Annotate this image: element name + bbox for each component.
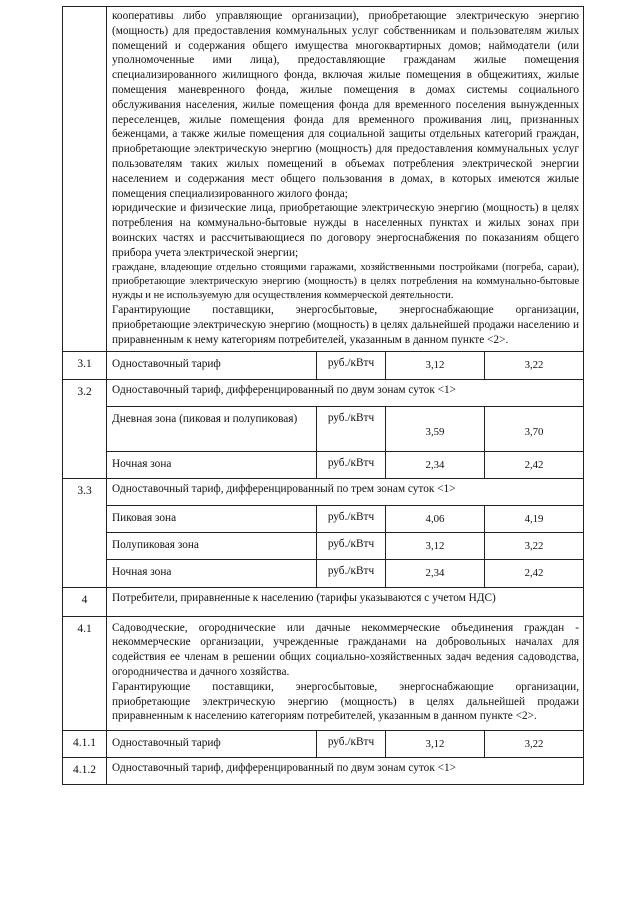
row-3-2-day — [63, 406, 584, 451]
row-4-1 — [63, 616, 584, 731]
tariff-value-2: 2,42 — [485, 559, 584, 587]
tariff-value-1: 3,12 — [386, 532, 485, 559]
row-3-3-peak — [63, 505, 584, 532]
row-number: 3.3 — [63, 478, 107, 587]
zone-label: Пиковая зона — [107, 505, 317, 532]
tariff-unit: руб./кВтч — [317, 559, 386, 587]
row-number — [63, 7, 107, 352]
tariff-unit: руб./кВтч — [317, 731, 386, 758]
paragraph: Гарантирующие поставщики, энергосбытовые, энергоснабжающие организации, приобретающие электрическую энергию (мощность) в целях дальнейшей продажи населению и приравненным к нему категориям потребителей, указанным в данном пункте <2>. — [112, 304, 580, 346]
row-3-2 — [63, 379, 584, 406]
section-3-text — [107, 7, 584, 352]
tariff-value-1: 3,59 — [386, 406, 485, 451]
tariff-value-1: 3,12 — [386, 351, 485, 379]
row-number: 4.1 — [63, 616, 107, 731]
row-3-3 — [63, 478, 584, 505]
tariff-value-2: 3,22 — [485, 351, 584, 379]
tariff-heading: Одноставочный тариф, дифференцированный по двум зонам суток <1> — [107, 379, 584, 406]
tariff-heading: Одноставочный тариф, дифференцированный по двум зонам суток <1> — [107, 758, 584, 785]
zone-label: Дневная зона (пиковая и полупиковая) — [107, 406, 317, 451]
zone-label: Ночная зона — [107, 559, 317, 587]
paragraph: граждане, владеющие отдельно стоящими гаражами, хозяйственными постройками (погреба, сараи), приобретающие электрическую энергию (мощность) в целях потребления на коммунально-бытовые нужды и не используемую для осуществления коммерческой деятельности. — [112, 261, 580, 301]
row-3-2-night — [63, 451, 584, 478]
row-3-description — [63, 7, 584, 352]
section-4-1-text — [107, 616, 584, 731]
row-number: 3.1 — [63, 351, 107, 379]
tariff-label: Одноставочный тариф — [107, 351, 317, 379]
paragraph: юридические и физические лица, приобретающие электрическую энергию (мощность) в целях потребления на коммунально-бытовые нужды в населенных пунктах и жилых зонах при воинских частях и рассчитывающиеся по договору энергоснабжения по показаниям общего прибора учета электрической энергии; — [112, 202, 580, 259]
row-number: 4 — [63, 587, 107, 616]
row-3-1 — [63, 351, 584, 379]
tariff-heading: Одноставочный тариф, дифференцированный по трем зонам суток <1> — [107, 478, 584, 505]
tariff-unit: руб./кВтч — [317, 351, 386, 379]
row-3-3-semipeak — [63, 532, 584, 559]
tariff-unit: руб./кВтч — [317, 505, 386, 532]
row-number: 4.1.2 — [63, 758, 107, 785]
category-heading: Потребители, приравненные к населению (тарифы указываются с учетом НДС) — [107, 587, 584, 616]
tariff-label: Одноставочный тариф — [107, 731, 317, 758]
tariff-value-2: 3,22 — [485, 731, 584, 758]
tariff-value-1: 4,06 — [386, 505, 485, 532]
zone-label: Ночная зона — [107, 451, 317, 478]
paragraph: Гарантирующие поставщики, энергосбытовые, энергоснабжающие организации, приобретающие электрическую энергию (мощность) в целях дальнейшей продажи приравненным к населению категориям потребителей, указанным в данном пункте <2>. — [112, 680, 580, 723]
tariff-value-2: 3,22 — [485, 532, 584, 559]
tariff-value-1: 2,34 — [386, 451, 485, 478]
tariff-unit: руб./кВтч — [317, 532, 386, 559]
row-3-3-night — [63, 559, 584, 587]
tariff-unit: руб./кВтч — [317, 451, 386, 478]
row-4-1-1 — [63, 731, 584, 758]
tariff-unit: руб./кВтч — [317, 406, 386, 451]
tariff-value-1: 2,34 — [386, 559, 485, 587]
paragraph: кооперативы либо управляющие организации), приобретающие электрическую энергию (мощность) для предоставления коммунальных услуг собственникам и пользователям жилых помещений и содержания общего имущества многоквартирных домов; наймодатели (или уполномоченные ими лица), предоставляющие гражданам жилые помещения специализированного жилищного фонда, включая жилые помещения в общежитиях, жилые помещения маневренного фонда, жилые помещения в домах системы социального обслуживания населения, жилые помещения фонда для временного поселения вынужденных переселенцев, жилые помещения фонда для временного проживания лиц, признанных беженцами, а также жилые помещения для социальной защиты отдельных категорий граждан, приобретающие электрическую энергию (мощность) для предоставления коммунальных услуг пользователям таких жилых помещений в объемах потребления электрической энергии населением и содержания мест общего пользования в домах, в которых имеются жилые помещения специализированного жилого фонда; — [112, 10, 580, 200]
zone-label: Полупиковая зона — [107, 532, 317, 559]
row-4-1-2 — [63, 758, 584, 785]
tariff-value-2: 2,42 — [485, 451, 584, 478]
tariff-value-2: 4,19 — [485, 505, 584, 532]
row-number: 4.1.1 — [63, 731, 107, 758]
tariff-value-2: 3,70 — [485, 406, 584, 451]
row-number: 3.2 — [63, 379, 107, 478]
row-4 — [63, 587, 584, 616]
tariff-table — [62, 6, 584, 785]
paragraph: Садоводческие, огороднические или дачные некоммерческие объединения граждан - некоммерческие организации, учрежденные гражданами на добровольных началах для содействия ее членам в решении общих социально-хозяйственных задач ведения садоводства, огородничества и дачного хозяйства. — [112, 621, 580, 678]
tariff-value-1: 3,12 — [386, 731, 485, 758]
